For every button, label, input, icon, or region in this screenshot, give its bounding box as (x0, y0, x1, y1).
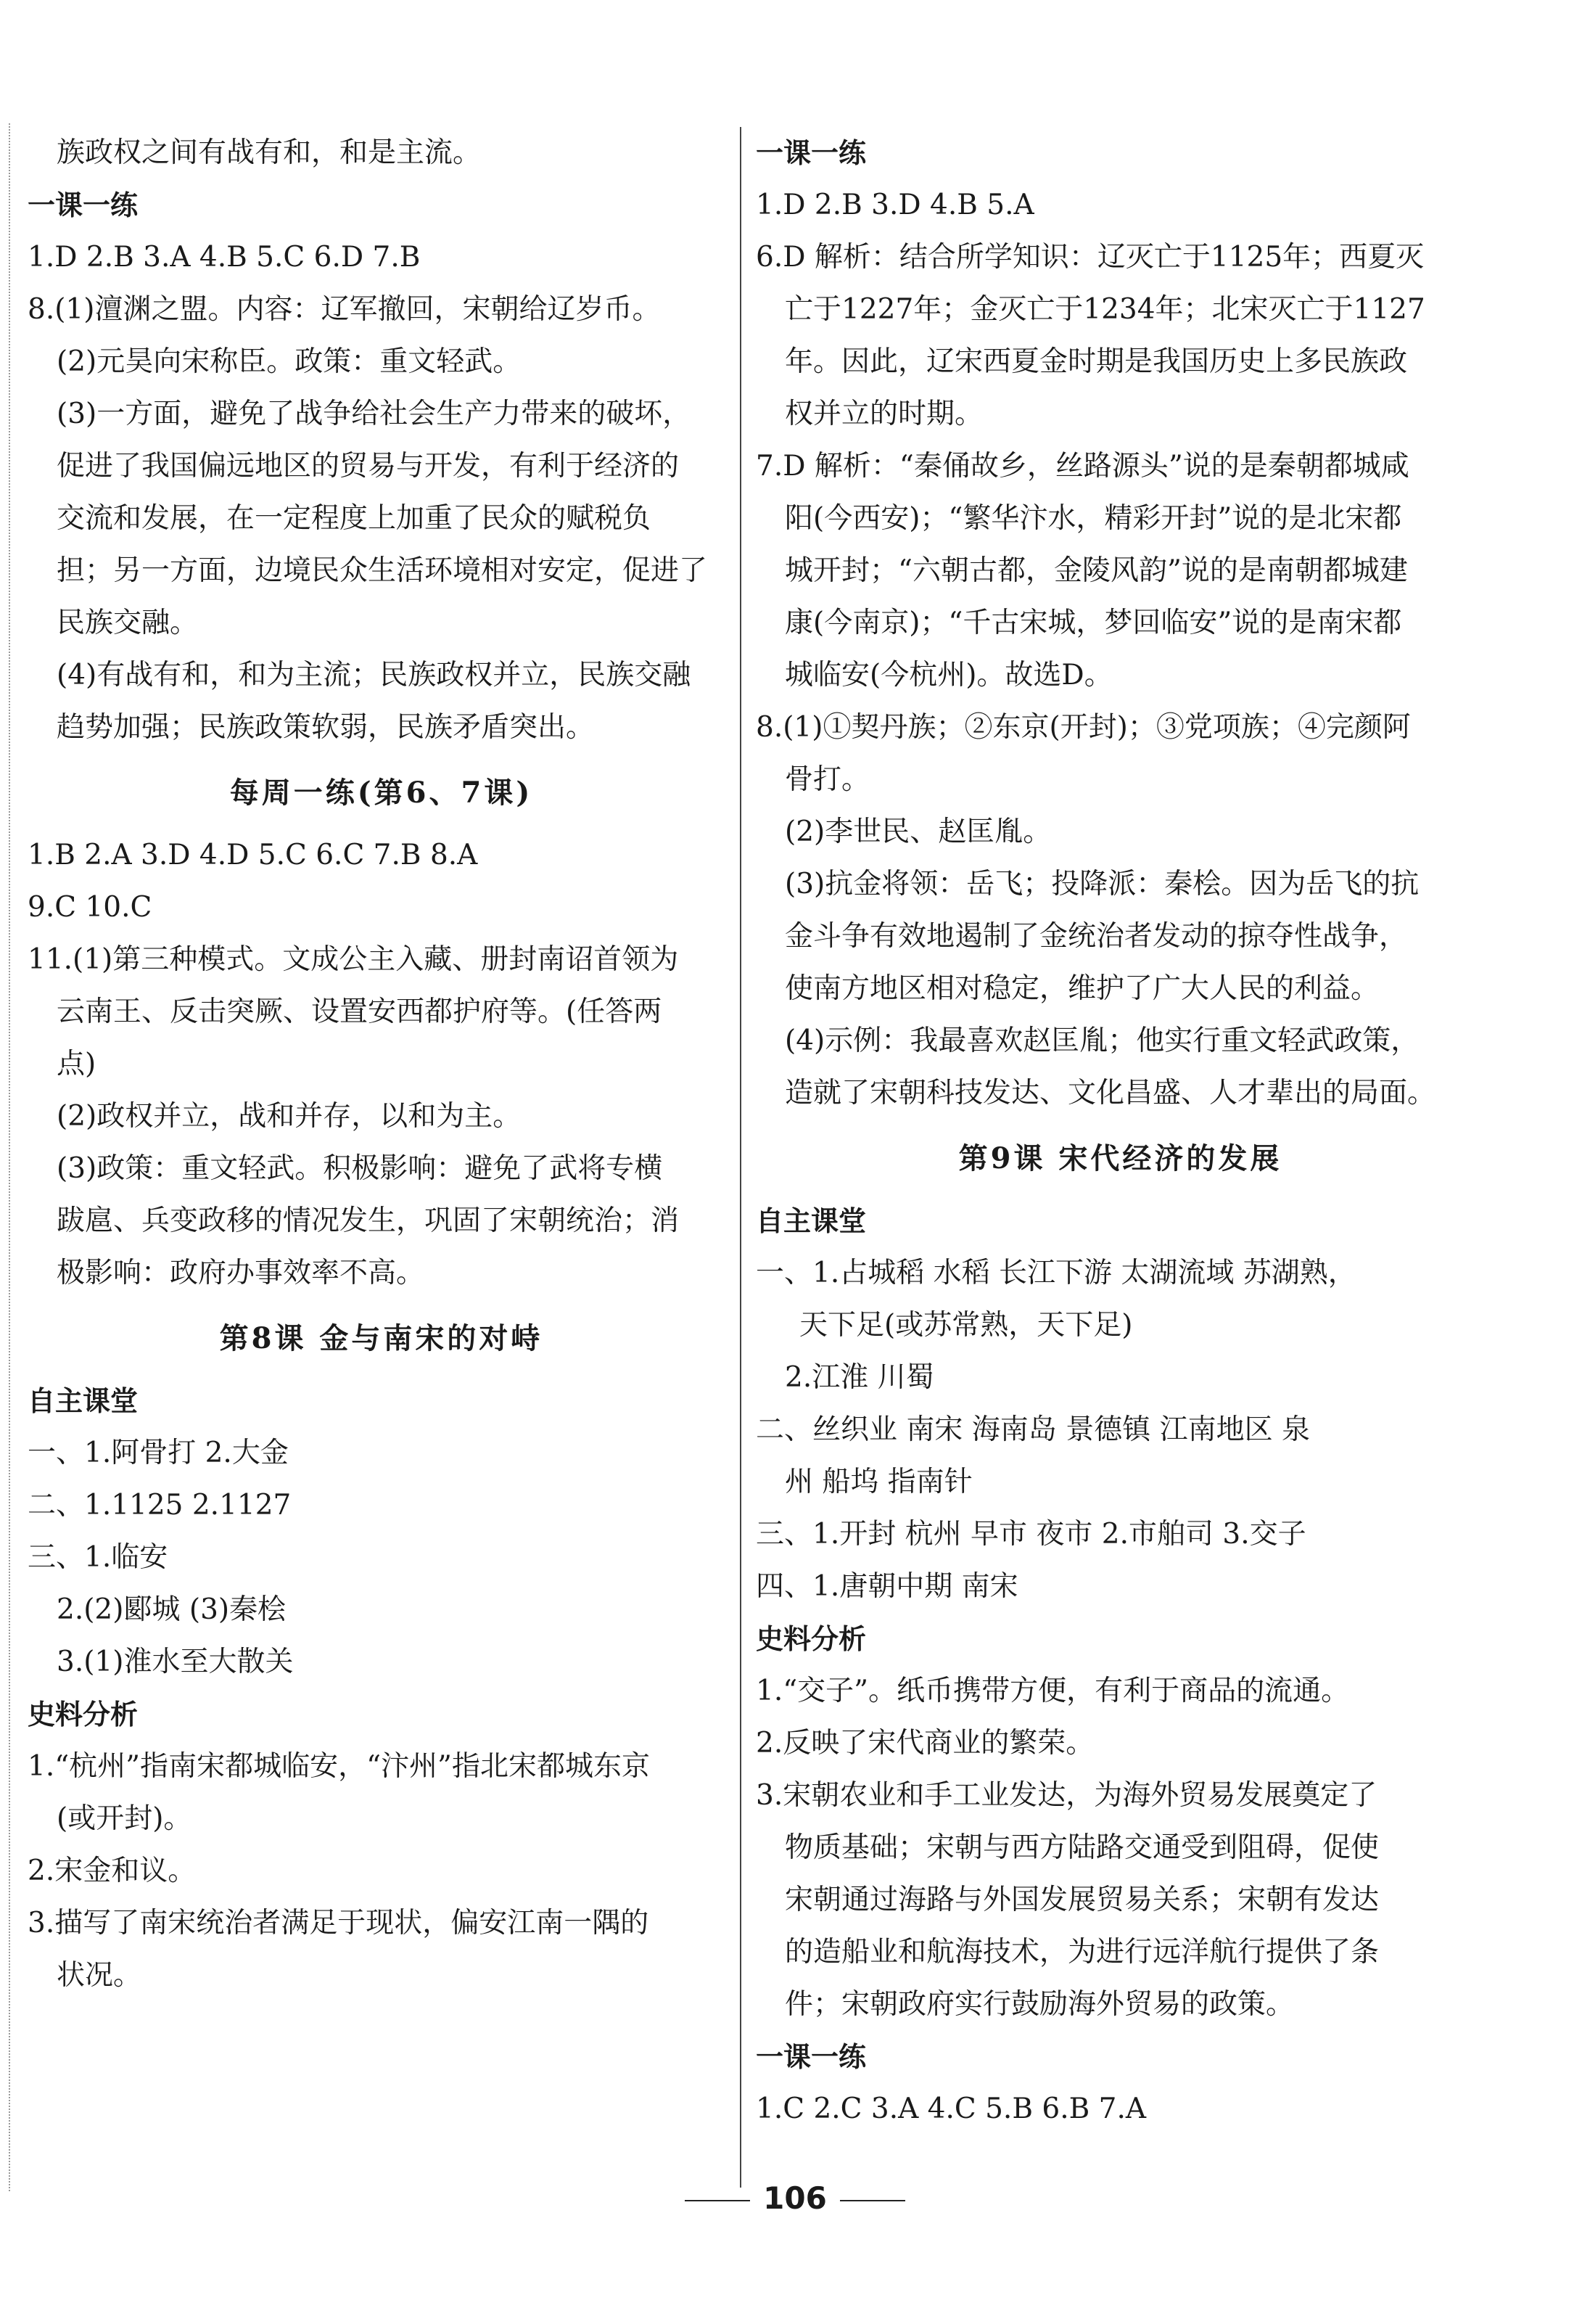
answer-line: 城临安(今杭州)。故选D。 (785, 659, 1113, 691)
answer-line: 的造船业和航海技术，为进行远洋航行提供了条 (785, 1936, 1380, 1968)
answer-line: (或开封)。 (57, 1802, 192, 1835)
answer-line: 宋朝通过海路与外国发展贸易关系；宋朝有发达 (785, 1884, 1380, 1916)
answer-line: 交流和发展，在一定程度上加重了民众的赋税负 (57, 502, 651, 535)
page-number: 106 (763, 2180, 827, 2216)
answer-line: (3)政策：重文轻武。积极影响：避免了武将专横 (57, 1152, 663, 1185)
answer-line: 1.“杭州”指南宋都城临安，“汴州”指北宋都城东京 (28, 1750, 650, 1783)
answer-line: 8.(1)澶渊之盟。内容：辽军撤回，宋朝给辽岁币。 (28, 293, 661, 326)
answer-line: 趋势加强；民族政策软弱，民族矛盾突出。 (57, 711, 595, 744)
section-heading: 一课一练 (28, 189, 139, 221)
answer-line: 二、丝织业 南宋 海南岛 景德镇 江南地区 泉 (756, 1413, 1310, 1446)
answer-line: 城开封；“六朝古都，金陵风韵”说的是南朝都城建 (785, 554, 1408, 587)
answer-line: 一、1.阿骨打 2.大金 (28, 1437, 289, 1469)
footer-rule-left (685, 2200, 750, 2201)
answer-line: (2)李世民、赵匡胤。 (785, 816, 1052, 848)
answer-line: 天下足(或苏常熟，天下足) (799, 1309, 1133, 1342)
answer-line: 康(今南京)；“千古宋城，梦回临安”说的是南宋都 (785, 607, 1402, 639)
answer-line: 三、1.临安 (28, 1541, 168, 1574)
answer-line: 状况。 (57, 1959, 142, 1992)
answer-line: 年。因此，辽宋西夏金时期是我国历史上多民族政 (785, 345, 1408, 378)
answer-line: 州 船坞 指南针 (785, 1466, 973, 1498)
answer-line: 极影响：政府办事效率不高。 (57, 1257, 425, 1289)
answer-line: 8.(1)①契丹族；②东京(开封)；③党项族；④完颜阿 (756, 711, 1411, 744)
answer-line: 3.宋朝农业和手工业发达，为海外贸易发展奠定了 (756, 1779, 1377, 1812)
answer-line: 跋扈、兵变政移的情况发生，巩固了宋朝统治；消 (57, 1204, 680, 1237)
answer-line: 11.(1)第三种模式。文成公主入藏、册封南诏首领为 (28, 943, 679, 976)
answer-line: (4)示例：我最喜欢赵匡胤；他实行重文轻武政策， (785, 1025, 1420, 1057)
answer-line: 1.D 2.B 3.D 4.B 5.A (756, 189, 1034, 221)
page-footer (0, 2180, 1590, 2216)
lesson-title: 第9课 宋代经济的发展 (958, 1141, 1282, 1175)
answer-line: 三、1.开封 杭州 早市 夜市 2.市舶司 3.交子 (756, 1518, 1306, 1551)
answer-line: (2)元昊向宋称臣。政策：重文轻武。 (57, 345, 522, 378)
answer-line: 促进了我国偏远地区的贸易与开发，有利于经济的 (57, 450, 680, 483)
footer-rule-right (840, 2200, 905, 2201)
answer-line: 金斗争有效地遏制了金统治者发动的掠夺性战争， (785, 920, 1408, 953)
section-heading: 史料分析 (756, 1623, 867, 1655)
answer-line: (2)政权并立，战和并存，以和为主。 (57, 1100, 522, 1133)
answer-line: 1.B 2.A 3.D 4.D 5.C 6.C 7.B 8.A (28, 839, 478, 871)
answer-line: 3.描写了南宋统治者满足于现状，偏安江南一隅的 (28, 1907, 649, 1939)
section-heading: 一课一练 (756, 2041, 867, 2073)
answer-line: 3.(1)淮水至大散关 (57, 1646, 294, 1678)
section-heading: 一课一练 (756, 137, 867, 169)
answer-line: 使南方地区相对稳定，维护了广大人民的利益。 (785, 972, 1380, 1005)
answer-line: (3)一方面，避免了战争给社会生产力带来的破坏， (57, 398, 691, 430)
section-heading: 自主课堂 (756, 1205, 867, 1237)
answer-line: 6.D 解析：结合所学知识：辽灭亡于1125年；西夏灭 (756, 241, 1425, 274)
answer-line: 四、1.唐朝中期 南宋 (756, 1570, 1018, 1603)
lesson-title: 第8课 金与南宋的对峙 (219, 1321, 543, 1355)
answer-line: 亡于1227年；金灭亡于1234年；北宋灭亡于1127 (785, 293, 1425, 326)
answer-line: 云南王、反击突厥、设置安西都护府等。(任答两 (57, 995, 662, 1028)
answer-line: 物质基础；宋朝与西方陆路交通受到阻碍，促使 (785, 1831, 1380, 1864)
answer-line: (4)有战有和，和为主流；民族政权并立，民族交融 (57, 659, 691, 691)
answer-line: 1.C 2.C 3.A 4.C 5.B 6.B 7.A (756, 2093, 1147, 2125)
section-heading: 史料分析 (28, 1699, 139, 1730)
binding-edge (0, 123, 10, 2191)
answer-line: 1.D 2.B 3.A 4.B 5.C 6.D 7.B (28, 241, 421, 274)
answer-line: 2.(2)郾城 (3)秦桧 (57, 1593, 287, 1626)
answer-line: 权并立的时期。 (785, 398, 984, 430)
answer-line: 9.C 10.C (28, 891, 152, 924)
answer-line: 2.江淮 川蜀 (785, 1361, 934, 1394)
answer-line: 阳(今西安)；“繁华汴水，精彩开封”说的是北宋都 (785, 502, 1402, 535)
answer-line: 件；宋朝政府实行鼓励海外贸易的政策。 (785, 1988, 1295, 2021)
answer-line: 民族交融。 (57, 607, 199, 639)
column-divider (740, 127, 741, 2188)
section-title: 每周一练(第6、7课) (229, 776, 533, 810)
answer-line: 1.“交子”。纸币携带方便，有利于商品的流通。 (756, 1675, 1350, 1707)
answer-line: 一、1.占城稻 水稻 长江下游 太湖流域 苏湖熟， (756, 1257, 1356, 1289)
answer-line: 2.反映了宋代商业的繁荣。 (756, 1727, 1095, 1760)
text-line: 族政权之间有战有和，和是主流。 (57, 136, 482, 169)
answer-line: 2.宋金和议。 (28, 1855, 197, 1887)
left-column (28, 127, 735, 2002)
answer-line: 造就了宋朝科技发达、文化昌盛、人才辈出的局面。 (785, 1077, 1436, 1109)
answer-line: 骨打。 (785, 763, 870, 796)
section-heading: 自主课堂 (28, 1385, 139, 1417)
right-column (756, 127, 1485, 2135)
answer-line: 二、1.1125 2.1127 (28, 1489, 292, 1522)
answer-line: 7.D 解析：“秦俑故乡，丝路源头”说的是秦朝都城咸 (756, 450, 1409, 483)
answer-line: 担；另一方面，边境民众生活环境相对安定，促进了 (57, 554, 708, 587)
answer-line: 点) (57, 1048, 96, 1080)
answer-line: (3)抗金将领：岳飞；投降派：秦桧。因为岳飞的抗 (785, 868, 1420, 900)
